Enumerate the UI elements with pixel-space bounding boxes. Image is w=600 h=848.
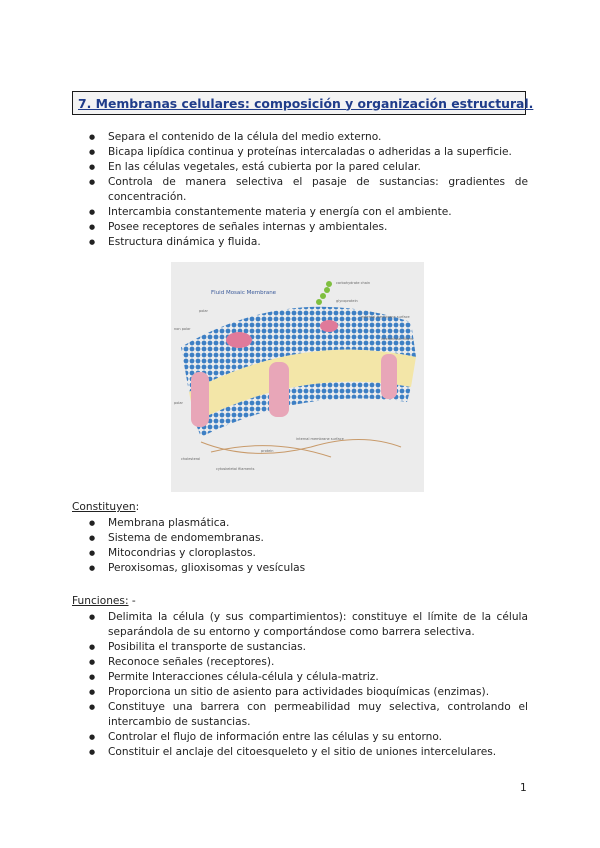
figure-label: carbohydrate chain [336, 281, 371, 285]
list-item: ● Intercambia constantemente materia y energía con el ambiente. [72, 205, 528, 220]
cytoskeletal-filaments [201, 440, 401, 454]
glycoprotein-top [226, 332, 252, 348]
funciones-list [72, 610, 528, 760]
figure-label: non polar [174, 327, 191, 331]
list-item: ● Reconoce señales (receptores). [72, 655, 528, 670]
list-item: ● Peroxisomas, glioxisomas y vesículas [72, 561, 528, 576]
figure-label: glycoprotein [336, 299, 358, 303]
list-item: ● Sistema de endomembranas. [72, 531, 528, 546]
funciones-heading [72, 594, 136, 609]
funciones-suffix: - [128, 595, 136, 607]
constituyen-list [72, 516, 528, 576]
list-item: ● Separa el contenido de la célula del medio externo. [72, 130, 528, 145]
constituyen-heading [72, 500, 139, 515]
constituyen-suffix: : [135, 501, 140, 513]
integral-protein-left [191, 372, 209, 427]
list-item: ● Proporciona un sitio de asiento para actividades bioquímicas (enzimas). [72, 685, 528, 700]
list-item: ● Estructura dinámica y fluida. [72, 235, 528, 250]
list-item: ● Controla de manera selectiva el pasaje de sustancias: gradientes de concentración. [72, 175, 528, 205]
figure-label: intercellular fibers [381, 337, 413, 341]
protein-top [320, 320, 338, 332]
funciones-label: Funciones: [72, 595, 129, 607]
figure-label: cholesterol [181, 457, 201, 461]
constituyen-label: Constituyen [72, 501, 136, 513]
list-item: ● Delimita la célula (y sus compartimientos): constituye el límite de la célula separándola de su entorno y comportándose como barrera selectiva. [72, 610, 528, 640]
carbohydrate-chain [316, 281, 332, 305]
fluid-mosaic-membrane-illustration [171, 262, 424, 492]
figure-title: Fluid Mosaic Membrane [211, 290, 277, 296]
page-number: 1 [520, 782, 527, 794]
figure-label: internal membrane surface [296, 437, 344, 441]
list-item: ● Posee receptores de señales internas y ambientales. [72, 220, 528, 235]
list-item: ● Membrana plasmática. [72, 516, 528, 531]
list-item: ● Posibilita el transporte de sustancias. [72, 640, 528, 655]
figure-label: polar [174, 401, 183, 405]
figure-label: external membrane surface [361, 315, 410, 319]
list-item: ● Constituir el anclaje del citoesqueleto y el sitio de uniones intercelulares. [72, 745, 528, 760]
list-item: ● En las células vegetales, está cubierta por la pared celular. [72, 160, 528, 175]
section-title-box [72, 91, 534, 115]
integral-protein-middle [269, 362, 289, 417]
figure-label: protein [261, 449, 274, 453]
list-item: ● Constituye una barrera con permeabilidad muy selectiva, controlando el intercambio de sustancias. [72, 700, 528, 730]
intro-list [72, 130, 528, 250]
figure-label: polar [199, 309, 208, 313]
list-item: ● Mitocondrias y cloroplastos. [72, 546, 528, 561]
figure-label: cytoskeletal filaments [216, 467, 255, 471]
membrane-diagram-figure [171, 262, 424, 492]
list-item: ● Controlar el flujo de información entre las células y su entorno. [72, 730, 528, 745]
list-item: ● Permite Interacciones célula-célula y célula-matriz. [72, 670, 528, 685]
section-title: 7. Membranas celulares: composición y organización estructural. [78, 95, 534, 111]
list-item: ● Bicapa lipídica continua y proteínas intercaladas o adheridas a la superficie. [72, 145, 528, 160]
integral-protein-right [381, 354, 397, 399]
